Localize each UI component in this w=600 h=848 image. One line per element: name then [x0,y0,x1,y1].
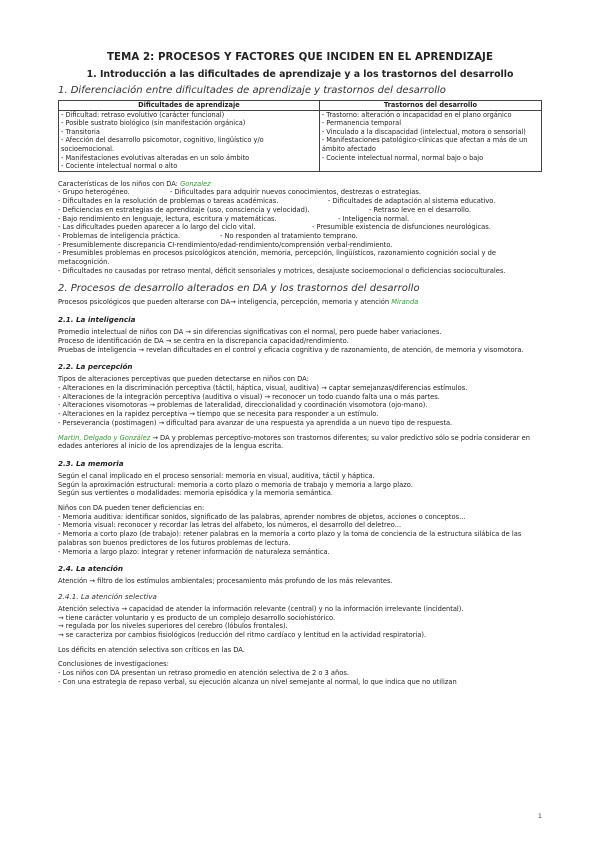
table-item: - Transitoria [61,127,100,136]
table-cell-left [59,110,320,171]
section-2-1-heading: 2.1. La inteligencia [58,315,136,325]
section-2-4-1-heading: 2.4.1. La atención selectiva [58,591,157,601]
characteristics-line: - Dificultades no causadas por retraso mental, déficit sensoriales y motrices, desajuste socioemocional o deficiencias socioculturales. [58,266,506,275]
section-2-2-author: Martin, Delgado y González [58,433,151,442]
section-2-4-heading: 2.4. La atención [58,564,123,574]
section-1-heading: 1. Diferenciación entre dificultades de aprendizaje y trastornos del desarrollo [58,85,446,96]
table-header-left: Dificultades de aprendizaje [59,101,320,111]
characteristics-line: - Presumiblemente discrepancia CI-rendimiento/edad-rendimiento/comprensión verbal-rendimiento. [58,240,393,249]
document-subtitle: 1. Introducción a las dificultades de aprendizaje y a los trastornos del desarrollo [86,69,514,80]
characteristics-author: Gonzalez [180,179,211,188]
table-item: - Posible sustrato biológico (sin manifestación orgánica) [61,119,246,128]
section-2-3-heading: 2.3. La memoria [58,458,124,468]
section-2-author: Miranda [391,298,419,307]
page-number: 1 [537,812,542,820]
characteristics-intro: Características de los niños con DA: [58,179,181,188]
table-cell-right [319,110,541,171]
characteristics-row: - Problemas de inteligencia práctica. - No responden al tratamiento temprano. [58,231,358,240]
table-item: - Cociente intelectual normal, normal bajo o bajo [321,153,484,162]
characteristics-row: - Deficiencias en estrategias de aprendizaje (uso, consciencia y velocidad). - Retraso leve en el desarrollo. [58,205,471,214]
section-2-heading: 2. Procesos de desarrollo alterados en DA y los trastornos del desarrollo [58,283,420,295]
table-item: - Dificultad: retraso evolutivo (carácter funcional) [61,110,225,119]
table-item: - Manifestaciones evolutivas alteradas en un solo ámbito [61,153,250,162]
table-item: - Permanencia temporal [321,119,402,128]
characteristics-row: - Dificultades en la resolución de problemas o tareas académicas. - Dificultades de adaptación al sistema educativo. [58,197,496,206]
table-item: - Trastorno: alteración o incapacidad en el plano orgánico [321,110,512,119]
section-2-4-body: Atención → filtro de los estímulos ambientales; procesamiento más profundo de los más relevantes. [58,577,393,586]
section-2-3-body: Según el canal implicado en el proceso sensorial: memoria en visual, auditiva, táctil y háptica. Según la aproximación estructural: memoria a corto plazo o memoria de trabajo y memoria a largo plazo. Según sus vertientes o modalidades: memoria episódica y la memoria semántica. Niños con DA pueden tener deficiencias en: - Memoria auditiva: identificar sonidos, significado de las palabras, aprender nombres de objetos, acciones o conceptos... - Memoria visual: reconocer y recordar las letras del alfabeto, los números, el desarrollo del deletreo... - Memoria a corto plazo (de trabajo): retener palabras en la memoria a corto plazo y la toma de conciencia de la estructura silábica de las palabras son buenos predictores de los futuros problemas de lectura. - Memoria a largo plazo: integrar y retener información de naturaleza semántica. [58,471,522,556]
section-2-intro: Procesos psicológicos que pueden alterarse con DA→ inteligencia, percepción, memoria y atención Miranda [58,298,419,307]
characteristics-block [58,180,542,276]
characteristics-row: - Las dificultades pueden aparecer a lo largo del ciclo vital. - Presumible existencia de disfunciones neurológicas. [58,223,491,232]
section-2-2-heading: 2.2. La percepción [58,362,133,372]
table-item: - Vinculado a la discapacidad (intelectual, motora o sensorial) [321,127,526,136]
document-page [58,52,542,687]
section-2-1-body: Promedio intelectual de niños con DA → sin diferencias significativas con el normal, pero puede haber variaciones. Proceso de identificación de DA → se centra en la discrepancia capacidad/rendimiento. Pruebas de inteligencia → revelan dificultades en el control y eficacia cognitiva y de razonamiento, de atención, de memoria y visomotora. [58,328,524,354]
characteristics-row: - Grupo heterogéneo. - Dificultades para adquirir nuevos conocimientos, destrezas o estrategias. [58,188,421,197]
table-item: - Cociente intelectual normal o alto [61,162,178,171]
table-item: - Manifestaciones patológico-clínicas que afectan a más de un ámbito afectado [321,136,528,153]
characteristics-row: - Bajo rendimiento en lenguaje, lectura, escritura y matemáticas. - Inteligencia normal. [58,214,410,223]
characteristics-line: - Presumibles problemas en procesos psicológicos atención, memoria, percepción, lingüísticos, razonamiento cognición social y de metacognición. [58,249,496,267]
section-2-2-body: Tipos de alteraciones perceptivas que pueden detectarse en niños con DA: - Alteraciones en la discriminación perceptiva (táctil, háptica, visual, auditiva) → captar semejanzas/diferencias estímulos. - Alteraciones de la integración perceptiva (auditiva o visual) → reconocer un todo cuando falta una o más partes. - Alteraciones visomotoras → problemas de lateralidad, direccionalidad y coordinación visomotora (ojo-mano). - Alteraciones en la rapidez perceptiva → tiempo que se necesita para responder a un estímulo. - Perseverancia (postimagen) → dificultad para avanzar de una respuesta ya aprendida a un nuevo tipo de respuesta. Martin, Delgado y González → DA y problemas perceptivo-motores son trastornos diferentes; su valor predictivo sólo se podría considerar en edades anteriores al inicio de los aprendizajes de la lengua escrita. [58,375,530,451]
table-header-right: Trastornos del desarrollo [319,101,541,111]
table-item: - Afección del desarrollo psicomotor, cognitivo, lingüístico y/o socioemocional. [61,136,264,153]
document-title: TEMA 2: PROCESOS Y FACTORES QUE INCIDEN EN EL APRENDIZAJE [106,52,494,63]
comparison-table [58,100,542,172]
section-2-4-1-body: Atención selectiva → capacidad de atender la información relevante (central) y no la información irrelevante (incidental). → tiene carácter voluntario y es producto de un complejo desarrollo sociohistórico. → regulada por los niveles superiores del cerebro (lóbulos frontales). → se caracteriza por cambios fisiológicos (reducción del ritmo cardíaco y lentitud en la actividad respiratoria). Los déficits en atención selectiva son críticos en las DA. Conclusiones de investigaciones: - Los niños con DA presentan un retraso promedio en atención selectiva de 2 o 3 años. - Con una estrategia de repaso verbal, su ejecución alcanza un nivel semejante al normal, lo que indica que no utilizan [58,604,464,686]
